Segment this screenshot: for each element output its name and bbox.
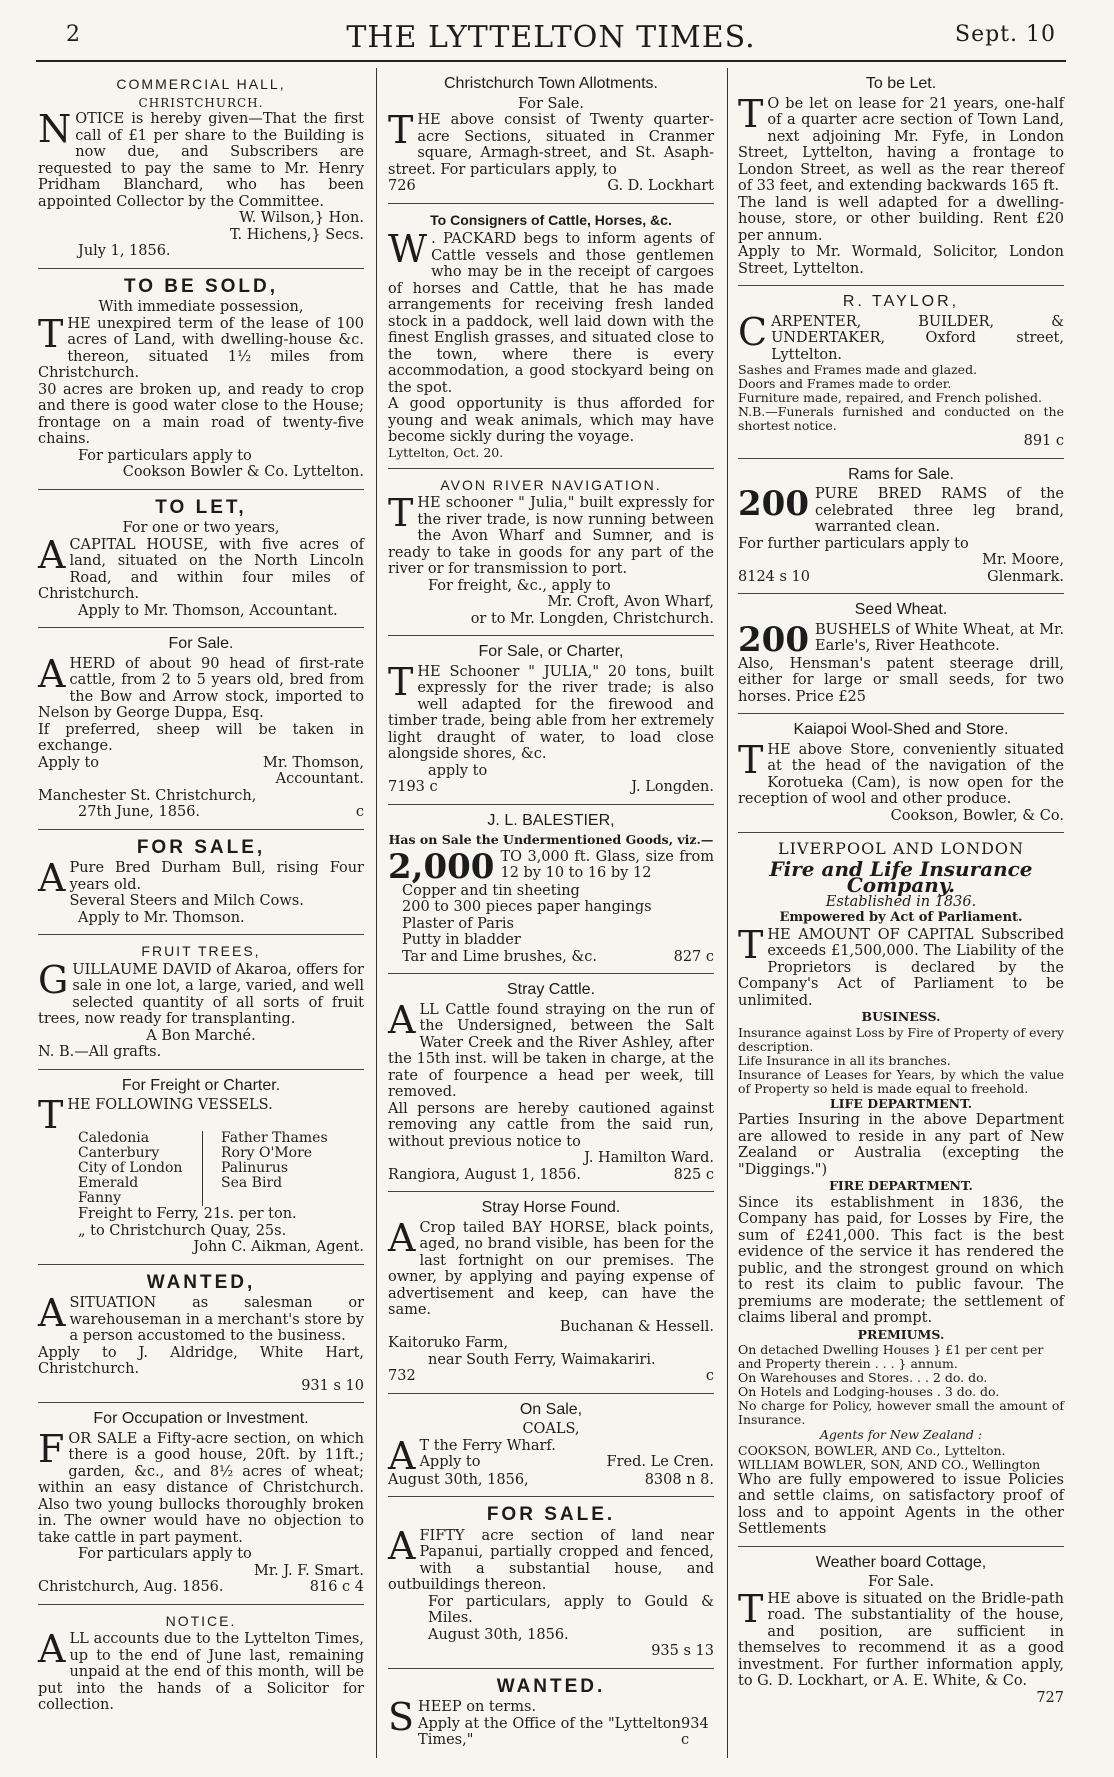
premium-row: On Hotels and Lodging-houses . 3 do. do. bbox=[738, 1384, 1000, 1399]
signature: W. Wilson,} Hon. bbox=[239, 210, 364, 226]
ad-for-sale-papanui bbox=[388, 1497, 714, 1669]
ad-heading: Kaiapoi Wool-Shed and Store. bbox=[793, 721, 1009, 738]
column-2 bbox=[388, 68, 714, 1757]
vessel-name: Fanny bbox=[78, 1191, 203, 1206]
goods-item: 200 to 300 pieces paper hangings bbox=[402, 899, 652, 915]
ad-code: 727 bbox=[1036, 1689, 1064, 1706]
ad-body: Also, Hensman's patent steerage drill, either for large or small seeds, for two horses. Price £25 bbox=[738, 655, 1064, 705]
drop-cap: W bbox=[388, 227, 428, 271]
ad-heading: For Sale. bbox=[168, 635, 234, 652]
ad-for-sale-bull bbox=[38, 830, 364, 936]
ad-freight-charter bbox=[38, 1070, 364, 1265]
ad-consigners bbox=[388, 204, 714, 469]
ad-date: August 30th, 1856, bbox=[388, 1471, 529, 1488]
section-heading: PREMIUMS. bbox=[857, 1326, 945, 1342]
drop-cap: T bbox=[388, 659, 414, 704]
ad-taylor bbox=[738, 286, 1064, 459]
ad-body: A good opportunity is thus afforded for young and weak animals, which may have become sickly during the voyage. bbox=[388, 396, 714, 445]
signature: Cookson Bowler & Co. Lyttelton. bbox=[122, 464, 364, 480]
service-item: Doors and Frames made to order. bbox=[738, 376, 952, 391]
ad-subheading: For Sale. bbox=[868, 1574, 934, 1590]
ad-heading: FOR SALE. bbox=[486, 1504, 616, 1525]
drop-cap: T bbox=[388, 491, 414, 535]
drop-cap: S bbox=[388, 1695, 415, 1739]
ad-apply: Apply to bbox=[38, 754, 100, 771]
drop-cap: A bbox=[38, 1291, 66, 1335]
business-item: Life Insurance in all its branches. bbox=[738, 1052, 951, 1068]
ad-date: Lyttelton, Oct. 20. bbox=[388, 444, 504, 460]
ad-balestier bbox=[388, 805, 714, 975]
ad-body: HEEP on terms. bbox=[418, 1699, 537, 1715]
drop-cap: G bbox=[38, 957, 69, 1002]
issue-date: Sept. 10 bbox=[955, 22, 1056, 47]
ad-body: HE FOLLOWING VESSELS. bbox=[67, 1097, 273, 1113]
ad-code: 934 c bbox=[681, 1715, 709, 1748]
ad-code: 931 s 10 bbox=[301, 1377, 364, 1394]
ad-body: All persons are hereby cautioned against removing any cattle from the said run, without previous notice to bbox=[388, 1100, 714, 1150]
ad-body: Parties Insuring in the above Department are allowed to reside in any part of New Zealand or Australia (excepting the "Diggings.") bbox=[738, 1112, 1064, 1178]
drop-cap: A bbox=[388, 1215, 416, 1260]
ad-apply: Apply to J. Aldridge, White Hart, Christchurch. bbox=[38, 1344, 364, 1377]
ad-heading: To be Let. bbox=[865, 75, 937, 92]
signature: Mr. Moore, bbox=[982, 552, 1064, 568]
ad-body: UILLAUME DAVID of Akaroa, offers for sale in one lot, a large, varied, and well selected quantity of all sorts of fruit trees, now ready for transplanting. bbox=[38, 961, 364, 1027]
ad-body: 30 acres are broken up, and ready to crop and there is good water close to the House; frontage on a main road of twenty-five chains. bbox=[38, 381, 364, 447]
ad-heading: Stray Cattle. bbox=[506, 981, 596, 998]
ad-seed-wheat bbox=[738, 594, 1064, 714]
signature: J. Hamilton Ward. bbox=[584, 1150, 714, 1166]
ad-heading: FRUIT TREES, bbox=[141, 943, 261, 959]
ad-occupation bbox=[38, 1403, 364, 1605]
ad-body: TO 3,000 ft. Glass, size from 12 by 10 to 16 by 12 bbox=[500, 848, 714, 881]
ad-body: FIFTY acre section of land near Papanui, partially cropped and fenced, with a substantial house, and outbuildings thereon. bbox=[388, 1527, 714, 1593]
ad-body: HE AMOUNT OF CAPITAL Subscribed exceeds £1,500,000. The Liability of the Proprietors is declared by the Company's Act of Parliament to be unlimited. bbox=[738, 926, 1064, 1009]
ad-apply: Apply to Mr. Thomson, Accountant. bbox=[78, 602, 338, 619]
ad-body: Crop tailed BAY HORSE, black points, aged, no brand visible, has been for the last fortnight on our premises. The owner, by applying and paying expense of advertisement and keep, can have the same. bbox=[388, 1219, 714, 1318]
ad-heading: Stray Horse Found. bbox=[481, 1199, 621, 1216]
masthead bbox=[36, 18, 1066, 62]
ad-body: CAPITAL HOUSE, with five acres of land, situated on the North Lincoln Road, and within four miles of Christchurch. bbox=[38, 536, 364, 602]
ad-body: HE unexpired term of the lease of 100 acres of Land, with dwelling-house &c. thereon, situated 1½ miles from Christchurch. bbox=[38, 315, 364, 381]
ad-body: HERD of about 90 head of first-rate cattle, from 2 to 5 years old, bred from the Bow and Arrow stock, imported to Nelson by George Duppa, Esq. bbox=[38, 655, 364, 721]
ad-apply: For particulars apply to bbox=[78, 1546, 252, 1562]
freight-rate: Freight to Ferry, 21s. per ton. bbox=[78, 1206, 297, 1222]
ad-body: Who are fully empowered to issue Policies and settle claims, on satisfactory proof of loss and to appoint Agents in the other Settlements bbox=[738, 1471, 1064, 1537]
ad-heading: J. L. BALESTIER, bbox=[487, 811, 615, 829]
ad-sale-charter bbox=[388, 636, 714, 805]
ad-body: ARPENTER, BUILDER, & UNDERTAKER, Oxford street, Lyttelton. bbox=[771, 313, 1064, 363]
drop-cap: T bbox=[388, 108, 414, 152]
company-name: Fire and Life Insurance Company. bbox=[769, 856, 1033, 897]
drop-cap: N bbox=[38, 107, 72, 151]
ad-heading: WANTED. bbox=[496, 1675, 606, 1697]
column-3 bbox=[738, 68, 1064, 1714]
premium-row: and Property therein . . . } annum. bbox=[738, 1356, 958, 1371]
vessel-name: Rory O'More bbox=[221, 1145, 313, 1161]
signature: Mr. Thomson, bbox=[262, 754, 364, 771]
signature: Accountant. bbox=[275, 771, 364, 787]
ad-apply: Apply to Mr. Thomson. bbox=[78, 909, 245, 926]
ad-wanted-sheep bbox=[388, 1669, 714, 1757]
ad-body: Several Steers and Milch Cows. bbox=[69, 893, 304, 909]
ad-fruit-trees bbox=[38, 935, 364, 1070]
ad-heading: Seed Wheat. bbox=[854, 601, 948, 618]
ad-heading: WANTED, bbox=[146, 1271, 256, 1293]
goods-item: Copper and tin sheeting bbox=[402, 882, 580, 899]
ad-subheading: With immediate possession, bbox=[98, 299, 304, 315]
service-item: Furniture made, repaired, and French polished. bbox=[738, 390, 1042, 405]
ad-code: 827 c bbox=[673, 948, 714, 965]
ad-address: Glenmark. bbox=[987, 568, 1064, 585]
vessel-name bbox=[221, 1191, 364, 1206]
ad-body: OR SALE a Fifty-acre section, on which there is a good house, 20ft. by 11ft.; garden, &c., and 8½ acres of wheat; within an easy distance of Christchurch. Also two young bullocks thoroughly broken in. The owner would have no objection to take cattle in part payment. bbox=[38, 1430, 364, 1546]
ad-stray-horse bbox=[388, 1192, 714, 1394]
ad-commercial-hall bbox=[38, 68, 364, 269]
ad-subheading: For one or two years, bbox=[122, 520, 280, 536]
ad-date: 27th June, 1856. bbox=[78, 804, 201, 820]
business-item: Insurance against Loss by Fire of Property of every description. bbox=[738, 1024, 1064, 1054]
ad-notice bbox=[38, 1605, 364, 1722]
ad-subheading: COALS, bbox=[522, 1421, 580, 1437]
ad-code: c bbox=[705, 1368, 714, 1384]
ad-body: Since its establishment in 1836, the Company has paid, for Losses by Fire, the sum of £241,000. This fact is the best evidence of the service it has rendered the public, and the strongest ground on which to rest its claim to public favour. The premiums are moderate; the settlement of claims liberal and prompt. bbox=[738, 1194, 1064, 1326]
ad-code: 935 s 13 bbox=[651, 1643, 714, 1659]
drop-cap: A bbox=[388, 1433, 416, 1478]
ad-body: T the Ferry Wharf. bbox=[419, 1437, 556, 1454]
vessel-name: Emerald bbox=[78, 1176, 203, 1191]
ad-body: If preferred, sheep will be taken in exchange. bbox=[38, 721, 364, 754]
ad-code: 8124 s 10 bbox=[738, 568, 811, 585]
ad-code: 7193 c bbox=[388, 779, 438, 795]
ad-heading: Rams for Sale. bbox=[848, 465, 954, 483]
goods-item: Plaster of Paris bbox=[402, 915, 514, 932]
signature: J. Longden. bbox=[631, 779, 714, 795]
vessel-name: Sea Bird bbox=[221, 1175, 283, 1191]
ad-code: 8308 n 8. bbox=[644, 1471, 714, 1488]
newspaper-title: THE LYTTELTON TIMES. bbox=[346, 20, 756, 55]
drop-cap: F bbox=[38, 1426, 65, 1471]
ad-heading: FOR SALE, bbox=[136, 836, 266, 858]
ad-heading: For Freight or Charter. bbox=[121, 1076, 281, 1094]
signature: John C. Aikman, Agent. bbox=[193, 1239, 364, 1255]
ad-kaiapoi bbox=[738, 714, 1064, 833]
ad-apply: For further particulars apply to bbox=[738, 535, 969, 552]
signature: Cookson, Bowler, & Co. bbox=[890, 807, 1064, 824]
ad-body: BUSHELS of White Wheat, at Mr. Earle's, River Heathcote. bbox=[814, 621, 1064, 654]
quantity-figure: 2,000 bbox=[388, 846, 495, 887]
drop-cap: T bbox=[738, 737, 764, 782]
ad-to-be-let bbox=[738, 68, 1064, 286]
ad-body: OTICE is hereby given—That the first call of £1 per share to the Building is now due, and Subscribers are requested to pay the same to Mr. Henry Pridham Blanchard, who has been appointed Collector by the Committee. bbox=[38, 111, 364, 210]
ad-heading: TO LET, bbox=[155, 496, 247, 518]
signature: T. Hichens,} Secs. bbox=[230, 226, 364, 243]
agent-name: COOKSON, BOWLER, AND Co., Lyttelton. bbox=[738, 1442, 1006, 1458]
ad-code: 825 c bbox=[673, 1166, 714, 1183]
ad-address: Manchester St. Christchurch, bbox=[38, 787, 257, 804]
goods-item: Tar and Lime brushes, &c. bbox=[402, 948, 598, 965]
ad-heading: For Occupation or Investment. bbox=[93, 1410, 309, 1427]
ad-apply: For particulars, apply to Gould & Miles. bbox=[428, 1593, 714, 1626]
signature: A Bon Marché. bbox=[146, 1027, 256, 1044]
section-heading: BUSINESS. bbox=[861, 1009, 941, 1024]
freight-rate: „ to Christchurch Quay, 25s. bbox=[78, 1222, 287, 1239]
ad-to-let bbox=[38, 490, 364, 629]
vessel-name: Father Thames bbox=[221, 1130, 328, 1146]
ad-subheading: CHRISTCHURCH. bbox=[138, 95, 264, 110]
ad-code: 732 bbox=[388, 1368, 416, 1384]
ad-avon-river bbox=[388, 469, 714, 637]
signature: Mr. Croft, Avon Wharf, bbox=[547, 594, 714, 610]
ad-body: Apply at the Office of the "Lyttelton Times," bbox=[418, 1715, 682, 1748]
ad-code: 891 c bbox=[1023, 433, 1064, 449]
ad-heading: R. TAYLOR, bbox=[842, 293, 960, 310]
vessel-name: Caledonia bbox=[78, 1131, 203, 1146]
quantity-figure: 200 bbox=[738, 484, 809, 524]
ad-apply: For particulars apply to bbox=[78, 447, 252, 464]
ad-date: July 1, 1856. bbox=[78, 243, 171, 259]
ad-code: 726 bbox=[388, 178, 416, 194]
ad-body: PURE BRED RAMS of the celebrated three leg brand, warranted clean. bbox=[814, 486, 1064, 535]
ad-body: O be let on lease for 21 years, one-half of a quarter acre section of Town Land, next adjoining Mr. Fyfe, in London Street, Lyttelton, having a frontage to London Street, as well as the rear thereof of 33 feet, and extending backwards 165 ft. bbox=[738, 95, 1064, 194]
ad-for-sale-herd bbox=[38, 628, 364, 830]
ad-subheading: For Sale. bbox=[518, 95, 584, 112]
service-item: Sashes and Frames made and glazed. bbox=[738, 362, 978, 377]
ad-town-allotments bbox=[388, 68, 714, 204]
vessel-list bbox=[38, 1131, 364, 1206]
column-1 bbox=[38, 68, 364, 1722]
ad-apply: For freight, &c., apply to bbox=[428, 577, 611, 594]
ad-code: c bbox=[355, 804, 364, 820]
ad-coals bbox=[388, 1394, 714, 1498]
ad-address: Kaitoruko Farm, bbox=[388, 1335, 509, 1351]
drop-cap: A bbox=[38, 532, 66, 577]
ad-subheading: Empowered by Act of Parliament. bbox=[779, 910, 1023, 925]
ad-address: near South Ferry, Waimakariri. bbox=[428, 1351, 656, 1368]
drop-cap: T bbox=[738, 922, 764, 967]
ad-heading: AVON RIVER NAVIGATION. bbox=[440, 476, 662, 493]
drop-cap: T bbox=[738, 1586, 764, 1631]
ad-heading: To Consigners of Cattle, Horses, &c. bbox=[430, 211, 672, 228]
ad-code: 816 c 4 bbox=[309, 1579, 364, 1595]
ad-body: . PACKARD begs to inform agents of Cattle vessels and those gentlemen who may be in the receipt of cargoes of horses and Cattle, that he has made arrangements for receiving fresh landed stock in a paddock, well laid down with the finest English grasses, and situated close to the town, where there is every accommodation, a good stockyard being on the spot. bbox=[388, 231, 714, 396]
premium-row: On detached Dwelling Houses } £1 per cent per bbox=[738, 1342, 1044, 1357]
ad-body: The land is well adapted for a dwelling-house, store, or other building. Rent £20 per annum. bbox=[738, 194, 1064, 244]
ad-body: Pure Bred Durham Bull, rising Four years old. bbox=[69, 860, 364, 893]
business-item: Insurance of Leases for Years, by which the value of Property so held is made equal to freehold. bbox=[738, 1066, 1064, 1096]
premium-row: On Warehouses and Stores. . . 2 do. do. bbox=[738, 1370, 988, 1385]
drop-cap: T bbox=[38, 311, 64, 356]
ad-subheading: Established in 1836. bbox=[825, 893, 977, 910]
ad-heading: LIVERPOOL AND LONDON bbox=[777, 839, 1025, 858]
section-heading: LIFE DEPARTMENT. bbox=[829, 1095, 973, 1111]
signature: G. D. Lockhart bbox=[607, 178, 714, 194]
ad-heading: NOTICE. bbox=[165, 1612, 237, 1629]
ad-body: HE above is situated on the Bridle-path road. The substantiality of the house, and position, are sufficient in themselves to recommend it as a good investment. For further information apply, to G. D. Lockhart, or A. E. White, & Co. bbox=[738, 1590, 1064, 1689]
ad-body: SITUATION as salesman or warehouseman in a merchant's store by a person accustomed to the business. bbox=[69, 1295, 364, 1344]
ad-note: N.B.—Funerals furnished and conducted on the shortest notice. bbox=[738, 404, 1064, 433]
column-rule bbox=[727, 68, 728, 1758]
ad-apply: apply to bbox=[428, 762, 488, 779]
section-heading: FIRE DEPARTMENT. bbox=[829, 1178, 973, 1193]
ad-date: August 30th, 1856. bbox=[428, 1626, 569, 1643]
signature: Mr. J. F. Smart. bbox=[253, 1562, 364, 1579]
drop-cap: A bbox=[388, 1523, 416, 1568]
ad-cottage bbox=[738, 1547, 1064, 1715]
quantity-figure: 200 bbox=[738, 619, 809, 660]
ad-heading: Christchurch Town Allotments. bbox=[443, 75, 658, 92]
drop-cap: C bbox=[738, 309, 768, 354]
agent-name: WILLIAM BOWLER, SON, AND CO., Wellington bbox=[738, 1456, 1041, 1472]
ad-apply: Apply to bbox=[419, 1454, 481, 1470]
vessel-name: Palinurus bbox=[221, 1160, 289, 1176]
ad-note: No charge for Policy, however small the amount of Insurance. bbox=[738, 1398, 1064, 1427]
ad-to-be-sold bbox=[38, 269, 364, 490]
page-number: 2 bbox=[66, 22, 80, 47]
goods-item: Putty in bladder bbox=[402, 932, 521, 948]
ad-apply: Apply to Mr. Wormald, Solicitor, London Street, Lyttelton. bbox=[738, 244, 1064, 277]
drop-cap: T bbox=[738, 91, 764, 136]
vessel-name: City of London bbox=[78, 1161, 203, 1176]
ad-body: LL Cattle found straying on the run of the Undersigned, between the Salt Water Creek and the River Ashley, after the 15th inst. will be taken in charge, at the rate of fourpence a head per week, till removed. bbox=[388, 1001, 714, 1100]
ad-wanted-situation bbox=[38, 1265, 364, 1404]
drop-cap: A bbox=[38, 856, 66, 900]
ad-heading: TO BE SOLD, bbox=[123, 275, 279, 297]
column-rule bbox=[376, 68, 377, 1758]
section-heading: Agents for New Zealand : bbox=[819, 1427, 983, 1442]
ad-stray-cattle bbox=[388, 974, 714, 1192]
drop-cap: A bbox=[38, 651, 66, 696]
ad-rams bbox=[738, 459, 1064, 595]
ad-date: Christchurch, Aug. 1856. bbox=[38, 1579, 224, 1595]
ad-date: Rangiora, August 1, 1856. bbox=[388, 1166, 581, 1183]
ad-body: HE above Store, conveniently situated at the head of the navigation of the Korotueka (Cam), is now open for the reception of wool and other produce. bbox=[738, 741, 1064, 807]
signature: Buchanan & Hessell. bbox=[559, 1318, 714, 1335]
signature: Fred. Le Cren. bbox=[606, 1454, 714, 1470]
ad-body: HE schooner " Julia," built expressly for the river trade, is now running between the Avon Wharf and Sumner, and is ready to take in goods for any part of the river or for transmission to port. bbox=[388, 495, 714, 577]
drop-cap: T bbox=[38, 1093, 64, 1137]
ad-note: N. B.—All grafts. bbox=[38, 1044, 162, 1060]
signature: or to Mr. Longden, Christchurch. bbox=[470, 610, 714, 627]
ad-heading: Weather board Cottage, bbox=[815, 1553, 987, 1571]
ad-body: HE above consist of Twenty quarter-acre Sections, situated in Cranmer square, Armagh-street, and St. Asaph-street. For particulars apply, to bbox=[388, 112, 714, 178]
drop-cap: A bbox=[38, 1627, 66, 1671]
ad-heading: On Sale, bbox=[519, 1400, 583, 1418]
ad-subheading: Has on Sale the Undermentioned Goods, viz.— bbox=[388, 832, 714, 847]
vessel-name: Canterbury bbox=[78, 1146, 203, 1161]
ad-heading: COMMERCIAL HALL, bbox=[116, 76, 286, 92]
ad-body: LL accounts due to the Lyttelton Times, up to the end of June last, remaining unpaid at the end of this month, will be put into the hands of a Solicitor for collection. bbox=[38, 1631, 364, 1713]
ad-body: HE Schooner " JULIA," 20 tons, built expressly for the river trade; is also well adapted for the firewood and timber trade, being able from her extremely light draught of water, to load close alongside shores, &c. bbox=[388, 663, 714, 762]
drop-cap: A bbox=[388, 997, 416, 1042]
ad-heading: For Sale, or Charter, bbox=[478, 643, 624, 660]
ad-insurance bbox=[738, 833, 1064, 1547]
